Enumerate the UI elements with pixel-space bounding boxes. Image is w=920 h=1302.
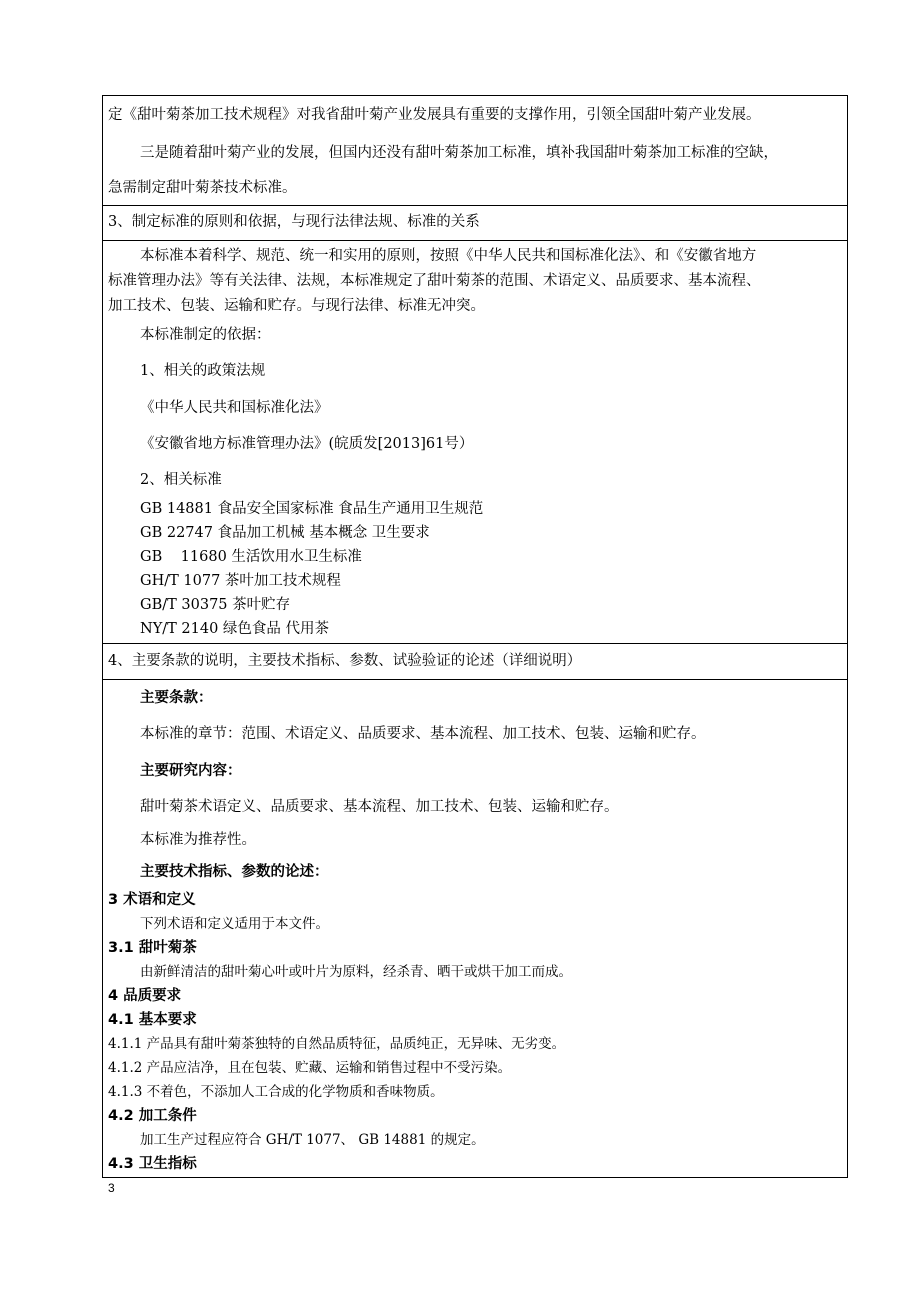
body-text: 本标准为推荐性。	[140, 832, 256, 848]
body-text: 本标准的章节：范围、术语定义、品质要求、基本流程、加工技术、包装、运输和贮存。	[140, 726, 706, 742]
table-left-border	[102, 95, 103, 1177]
subsection-label: 主要技术指标、参数的论述：	[140, 864, 329, 880]
clause-heading: 3 术语和定义	[108, 892, 196, 908]
standard-item: GB 22747 食品加工机械 基本概念 卫生要求	[140, 525, 430, 541]
clause-heading: 4.3 卫生指标	[108, 1156, 197, 1172]
clause-text: 4.1.3 不着色，不添加人工合成的化学物质和香味物质。	[108, 1084, 444, 1100]
body-text: 本标准本着科学、规范、统一和实用的原则，按照《中华人民共和国标准化法》、和《安徽省地方	[140, 248, 757, 264]
standard-item: GB 14881 食品安全国家标准 食品生产通用卫生规范	[140, 501, 484, 517]
section-heading: 3、制定标准的原则和依据，与现行法律法规、标准的关系	[108, 214, 480, 230]
standard-item: GB 11680 生活饮用水卫生标准	[140, 549, 362, 565]
body-text: 三是随着甜叶菊产业的发展，但国内还没有甜叶菊茶加工标准，填补我国甜叶菊茶加工标准的空缺，	[140, 145, 778, 161]
table-top-border	[102, 95, 848, 96]
clause-text: 4.1.2 产品应洁净，且在包装、贮藏、运输和销售过程中不受污染。	[108, 1060, 512, 1076]
list-heading: 1、相关的政策法规	[140, 363, 266, 379]
standard-item: NY/T 2140 绿色食品 代用茶	[140, 621, 330, 637]
body-text: 加工技术、包装、运输和贮存。与现行法律、标准无冲突。	[108, 298, 485, 314]
subsection-label: 主要条款：	[140, 690, 213, 706]
clause-heading: 4.1 基本要求	[108, 1012, 197, 1028]
list-item: 《安徽省地方标准管理办法》(皖质发[2013]61号）	[140, 436, 474, 452]
page-number: 3	[108, 1181, 115, 1195]
clause-heading: 3.1 甜叶菊茶	[108, 940, 197, 956]
body-text: 标准管理办法》等有关法律、法规，本标准规定了甜叶菊茶的范围、术语定义、品质要求、基本流程、	[108, 273, 761, 289]
clause-heading: 4 品质要求	[108, 988, 182, 1004]
standard-item: GH/T 1077 茶叶加工技术规程	[140, 573, 341, 589]
row-divider	[102, 205, 848, 206]
table-right-border	[847, 95, 848, 1177]
clause-text: 4.1.1 产品具有甜叶菊茶独特的自然品质特征，品质纯正，无异味、无劣变。	[108, 1036, 566, 1052]
clause-text: 加工生产过程应符合 GH/T 1077、 GB 14881 的规定。	[140, 1132, 485, 1148]
row-divider	[102, 643, 848, 644]
list-heading: 2、相关标准	[140, 472, 222, 488]
body-text: 急需制定甜叶菊茶技术标准。	[108, 180, 297, 196]
body-text: 甜叶菊茶术语定义、品质要求、基本流程、加工技术、包装、运输和贮存。	[140, 799, 619, 815]
section-heading: 4、主要条款的说明，主要技术指标、参数、试验验证的论述（详细说明）	[108, 653, 582, 669]
subsection-label: 主要研究内容：	[140, 763, 242, 779]
row-divider	[102, 240, 848, 241]
standard-item: GB/T 30375 茶叶贮存	[140, 597, 291, 613]
list-item: 《中华人民共和国标准化法》	[140, 400, 329, 416]
clause-heading: 4.2 加工条件	[108, 1108, 197, 1124]
table-bottom-border	[102, 1177, 848, 1178]
row-divider	[102, 679, 848, 680]
clause-text: 下列术语和定义适用于本文件。	[140, 916, 329, 932]
body-text: 本标准制定的依据：	[140, 327, 271, 343]
clause-text: 由新鲜清洁的甜叶菊心叶或叶片为原料，经杀青、晒干或烘干加工而成。	[140, 964, 572, 980]
body-text: 定《甜叶菊茶加工技术规程》对我省甜叶菊产业发展具有重要的支撑作用，引领全国甜叶菊产业发展。	[108, 107, 761, 123]
